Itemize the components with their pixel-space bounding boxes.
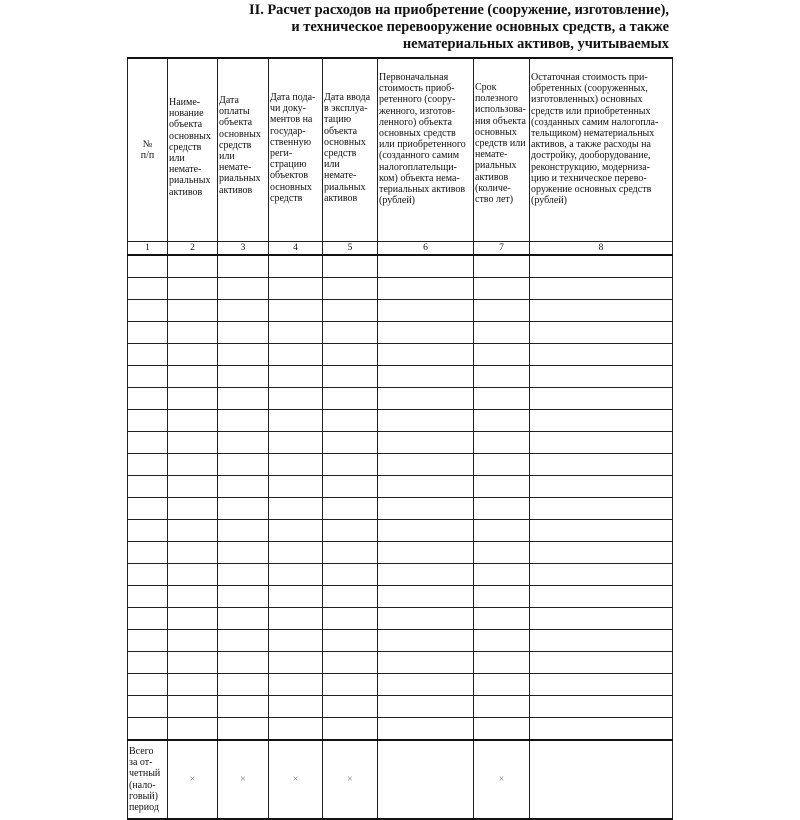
table-cell[interactable] xyxy=(218,652,269,674)
table-cell[interactable] xyxy=(168,718,218,741)
table-cell[interactable] xyxy=(474,498,530,520)
table-cell[interactable] xyxy=(218,498,269,520)
table-cell[interactable] xyxy=(530,410,673,432)
table-cell[interactable] xyxy=(474,278,530,300)
table-row xyxy=(128,564,673,586)
table-row xyxy=(128,366,673,388)
table-cell[interactable] xyxy=(474,608,530,630)
table-row xyxy=(128,454,673,476)
table-cell[interactable] xyxy=(323,586,378,608)
table-cell[interactable] xyxy=(323,674,378,696)
table-cell[interactable] xyxy=(474,432,530,454)
table-row xyxy=(128,300,673,322)
table-cell[interactable] xyxy=(474,454,530,476)
header-cell-commission-date: Дата ввода в эксплуа- тацию объекта основных средств или немате- риальных активов xyxy=(323,58,378,242)
table-cell[interactable] xyxy=(128,674,168,696)
table-cell[interactable] xyxy=(128,255,168,278)
table-cell[interactable] xyxy=(168,652,218,674)
column-number: 2 xyxy=(168,242,218,256)
table-cell[interactable] xyxy=(378,300,474,322)
column-number: 6 xyxy=(378,242,474,256)
table-cell[interactable] xyxy=(323,476,378,498)
table-cell[interactable] xyxy=(218,255,269,278)
total-cell-initial-cost[interactable] xyxy=(378,740,474,819)
table-row xyxy=(128,718,673,741)
table-cell[interactable] xyxy=(218,476,269,498)
table-cell[interactable] xyxy=(378,432,474,454)
table-row xyxy=(128,278,673,300)
table-cell[interactable] xyxy=(323,630,378,652)
table-cell[interactable] xyxy=(168,476,218,498)
table-cell[interactable] xyxy=(218,432,269,454)
table-cell[interactable] xyxy=(168,696,218,718)
table-cell[interactable] xyxy=(128,454,168,476)
table-cell[interactable] xyxy=(474,300,530,322)
table-cell[interactable] xyxy=(218,564,269,586)
table-cell[interactable] xyxy=(168,388,218,410)
table-cell[interactable] xyxy=(474,718,530,741)
table-cell[interactable] xyxy=(378,498,474,520)
table-cell[interactable] xyxy=(269,586,323,608)
column-number: 4 xyxy=(269,242,323,256)
table-cell[interactable] xyxy=(269,300,323,322)
table-cell[interactable] xyxy=(378,454,474,476)
table-cell[interactable] xyxy=(323,652,378,674)
table-cell[interactable] xyxy=(378,322,474,344)
table-cell[interactable] xyxy=(168,366,218,388)
table-cell[interactable] xyxy=(218,674,269,696)
table-cell[interactable] xyxy=(168,432,218,454)
table-cell[interactable] xyxy=(128,630,168,652)
table-cell[interactable] xyxy=(378,366,474,388)
table-cell[interactable] xyxy=(128,344,168,366)
table-cell[interactable] xyxy=(530,432,673,454)
table-cell[interactable] xyxy=(269,388,323,410)
table-cell[interactable] xyxy=(323,432,378,454)
column-number-row xyxy=(128,242,673,256)
table-cell[interactable] xyxy=(128,542,168,564)
table-cell[interactable] xyxy=(530,388,673,410)
table-cell[interactable] xyxy=(269,718,323,741)
table-cell[interactable] xyxy=(530,542,673,564)
total-cell xyxy=(323,740,378,819)
table-cell[interactable] xyxy=(474,255,530,278)
table-cell[interactable] xyxy=(530,476,673,498)
table-cell[interactable] xyxy=(323,608,378,630)
table-cell[interactable] xyxy=(218,454,269,476)
table-cell[interactable] xyxy=(218,322,269,344)
table-row xyxy=(128,410,673,432)
table-row xyxy=(128,344,673,366)
header-cell-residual-cost: Остаточная стоимость при- обретенных (сооруженных, изготовленных) основных средств или приобретенных (созданных самим налогопла- тельщиком) нематериальных активов, а также расходы на достройку, дооборудование, реконструкцию, модерниза- цию и техническое перево- оружение основных средств (рублей) xyxy=(530,58,673,242)
header-cell-payment-date: Дата оплаты объекта основных средств или немате- риальных активов xyxy=(218,58,269,242)
table-cell[interactable] xyxy=(168,344,218,366)
table-cell[interactable] xyxy=(218,608,269,630)
total-cell xyxy=(474,740,530,819)
table-cell[interactable] xyxy=(168,608,218,630)
table-cell[interactable] xyxy=(269,432,323,454)
table-cell[interactable] xyxy=(168,542,218,564)
table-cell[interactable] xyxy=(168,520,218,542)
title-line-2: и техническое перевооружение основных средств, а также xyxy=(291,19,669,35)
table-cell[interactable] xyxy=(269,366,323,388)
table-cell[interactable] xyxy=(168,278,218,300)
header-row xyxy=(128,58,673,242)
table-cell[interactable] xyxy=(218,630,269,652)
total-label: Всего за от- четный (нало- говый) период xyxy=(128,740,168,819)
column-number: 3 xyxy=(218,242,269,256)
table-cell[interactable] xyxy=(218,718,269,741)
table-cell[interactable] xyxy=(378,652,474,674)
table-cell[interactable] xyxy=(269,322,323,344)
table-cell[interactable] xyxy=(378,410,474,432)
table-cell[interactable] xyxy=(530,520,673,542)
table-cell[interactable] xyxy=(269,696,323,718)
table-cell[interactable] xyxy=(378,696,474,718)
table-cell[interactable] xyxy=(269,608,323,630)
table-cell[interactable] xyxy=(168,300,218,322)
title-line-1: II. Расчет расходов на приобретение (сооружение, изготовление), xyxy=(249,2,669,18)
table-cell[interactable] xyxy=(530,696,673,718)
table-cell[interactable] xyxy=(323,344,378,366)
table-cell[interactable] xyxy=(323,300,378,322)
table-cell[interactable] xyxy=(530,322,673,344)
table-cell[interactable] xyxy=(323,255,378,278)
header-cell-initial-cost: Первоначальная стоимость приоб- ретенного (соору- женного, изготов- ленного) объекта основных средств или приобретенного (созданного самим налогоплательщи- ком) объекта нема- териальных активов (рублей) xyxy=(378,58,474,242)
table-cell[interactable] xyxy=(128,410,168,432)
table-cell[interactable] xyxy=(323,388,378,410)
table-cell[interactable] xyxy=(530,652,673,674)
table-row xyxy=(128,476,673,498)
table-cell[interactable] xyxy=(128,476,168,498)
table-cell[interactable] xyxy=(323,564,378,586)
table-cell[interactable] xyxy=(128,366,168,388)
table-cell[interactable] xyxy=(168,630,218,652)
table-cell[interactable] xyxy=(168,454,218,476)
table-row xyxy=(128,432,673,454)
table-cell[interactable] xyxy=(128,388,168,410)
table-cell[interactable] xyxy=(378,542,474,564)
total-cell xyxy=(218,740,269,819)
table-cell[interactable] xyxy=(474,652,530,674)
table-cell[interactable] xyxy=(128,300,168,322)
table-cell[interactable] xyxy=(474,322,530,344)
table-cell[interactable] xyxy=(168,586,218,608)
table-cell[interactable] xyxy=(530,630,673,652)
table-cell[interactable] xyxy=(378,718,474,741)
table-cell[interactable] xyxy=(128,278,168,300)
table-cell[interactable] xyxy=(128,718,168,741)
not-applicable-mark: × xyxy=(347,773,353,785)
header-cell-registration-date: Дата пода- чи доку- ментов на государ- ственную реги- страцию объектов основных средств xyxy=(269,58,323,242)
column-number: 1 xyxy=(128,242,168,256)
title-line-3: нематериальных активов, учитываемых xyxy=(402,36,669,52)
table-cell[interactable] xyxy=(128,322,168,344)
table-cell[interactable] xyxy=(128,498,168,520)
not-applicable-mark: × xyxy=(498,773,505,785)
header-cell-asset-name: Наиме- нование объекта основных средств или немате- риальных активов xyxy=(168,58,218,242)
table-row xyxy=(128,498,673,520)
table-cell[interactable] xyxy=(474,388,530,410)
table-cell[interactable] xyxy=(474,476,530,498)
table-cell[interactable] xyxy=(218,300,269,322)
table-cell[interactable] xyxy=(218,520,269,542)
table-cell[interactable] xyxy=(378,564,474,586)
table-row xyxy=(128,696,673,718)
table-cell[interactable] xyxy=(269,454,323,476)
table-cell[interactable] xyxy=(269,652,323,674)
table-cell[interactable] xyxy=(218,696,269,718)
table-cell[interactable] xyxy=(168,564,218,586)
table-cell[interactable] xyxy=(128,696,168,718)
table-cell[interactable] xyxy=(218,388,269,410)
table-cell[interactable] xyxy=(530,366,673,388)
table-cell[interactable] xyxy=(269,630,323,652)
table-cell[interactable] xyxy=(474,674,530,696)
total-cell xyxy=(269,740,323,819)
table-cell[interactable] xyxy=(530,498,673,520)
table-cell[interactable] xyxy=(530,344,673,366)
table-cell[interactable] xyxy=(530,718,673,741)
header-cell-number: № п/п xyxy=(128,58,168,242)
table-cell[interactable] xyxy=(269,344,323,366)
table-row xyxy=(128,608,673,630)
not-applicable-mark: × xyxy=(189,773,196,785)
table-cell[interactable] xyxy=(323,366,378,388)
table-cell[interactable] xyxy=(269,278,323,300)
table-cell[interactable] xyxy=(474,630,530,652)
table-cell[interactable] xyxy=(474,344,530,366)
header-cell-useful-life: Срок полезного использова- ния объекта основных средств или немате- риальных активов (количе- ство лет) xyxy=(474,58,530,242)
table-cell[interactable] xyxy=(474,366,530,388)
table-cell[interactable] xyxy=(378,674,474,696)
total-cell xyxy=(168,740,218,819)
column-number: 8 xyxy=(530,242,673,256)
table-cell[interactable] xyxy=(128,520,168,542)
not-applicable-mark: × xyxy=(240,773,246,785)
table-cell[interactable] xyxy=(474,586,530,608)
section-title xyxy=(109,2,669,53)
table-cell[interactable] xyxy=(474,520,530,542)
table-cell[interactable] xyxy=(530,300,673,322)
table-row xyxy=(128,542,673,564)
table-cell[interactable] xyxy=(269,498,323,520)
table-cell[interactable] xyxy=(530,454,673,476)
table-cell[interactable] xyxy=(378,255,474,278)
table-cell[interactable] xyxy=(269,564,323,586)
table-cell[interactable] xyxy=(530,564,673,586)
table-cell[interactable] xyxy=(530,674,673,696)
table-cell[interactable] xyxy=(269,476,323,498)
table-cell[interactable] xyxy=(269,674,323,696)
table-cell[interactable] xyxy=(168,674,218,696)
column-number: 7 xyxy=(474,242,530,256)
table-cell[interactable] xyxy=(218,586,269,608)
table-cell[interactable] xyxy=(530,278,673,300)
table-cell[interactable] xyxy=(269,520,323,542)
table-cell[interactable] xyxy=(378,608,474,630)
table-cell[interactable] xyxy=(218,344,269,366)
table-row xyxy=(128,674,673,696)
table-cell[interactable] xyxy=(530,608,673,630)
expense-calculation-table xyxy=(127,57,673,820)
table-cell[interactable] xyxy=(168,255,218,278)
table-cell[interactable] xyxy=(323,454,378,476)
table-cell[interactable] xyxy=(269,542,323,564)
table-row xyxy=(128,520,673,542)
table-cell[interactable] xyxy=(323,520,378,542)
table-cell[interactable] xyxy=(269,410,323,432)
table-cell[interactable] xyxy=(378,520,474,542)
table-cell[interactable] xyxy=(474,564,530,586)
table-cell[interactable] xyxy=(218,366,269,388)
table-cell[interactable] xyxy=(378,476,474,498)
not-applicable-mark: × xyxy=(292,773,299,785)
table-cell[interactable] xyxy=(530,255,673,278)
table-cell[interactable] xyxy=(323,278,378,300)
table-cell[interactable] xyxy=(128,652,168,674)
table-cell[interactable] xyxy=(128,432,168,454)
table-cell[interactable] xyxy=(474,696,530,718)
table-cell[interactable] xyxy=(378,388,474,410)
table-cell[interactable] xyxy=(378,344,474,366)
table-cell[interactable] xyxy=(218,410,269,432)
table-cell[interactable] xyxy=(323,696,378,718)
table-cell[interactable] xyxy=(168,498,218,520)
table-cell[interactable] xyxy=(378,586,474,608)
table-cell[interactable] xyxy=(530,586,673,608)
table-cell[interactable] xyxy=(128,564,168,586)
table-row xyxy=(128,322,673,344)
table-row xyxy=(128,586,673,608)
table-row xyxy=(128,255,673,278)
table-cell[interactable] xyxy=(378,630,474,652)
table-cell[interactable] xyxy=(128,586,168,608)
table-cell[interactable] xyxy=(323,542,378,564)
table-cell[interactable] xyxy=(474,410,530,432)
table-cell[interactable] xyxy=(378,278,474,300)
total-row xyxy=(128,740,673,819)
table-row xyxy=(128,388,673,410)
table-cell[interactable] xyxy=(323,322,378,344)
table-cell[interactable] xyxy=(168,322,218,344)
table-cell[interactable] xyxy=(323,410,378,432)
total-cell-residual-cost[interactable] xyxy=(530,740,673,819)
table-cell[interactable] xyxy=(218,542,269,564)
table-cell[interactable] xyxy=(323,498,378,520)
table-cell[interactable] xyxy=(323,718,378,741)
table-cell[interactable] xyxy=(168,410,218,432)
table-cell[interactable] xyxy=(474,542,530,564)
table-cell[interactable] xyxy=(269,255,323,278)
column-number: 5 xyxy=(323,242,378,256)
table-cell[interactable] xyxy=(218,278,269,300)
table-cell[interactable] xyxy=(128,608,168,630)
table-row xyxy=(128,652,673,674)
table-row xyxy=(128,630,673,652)
